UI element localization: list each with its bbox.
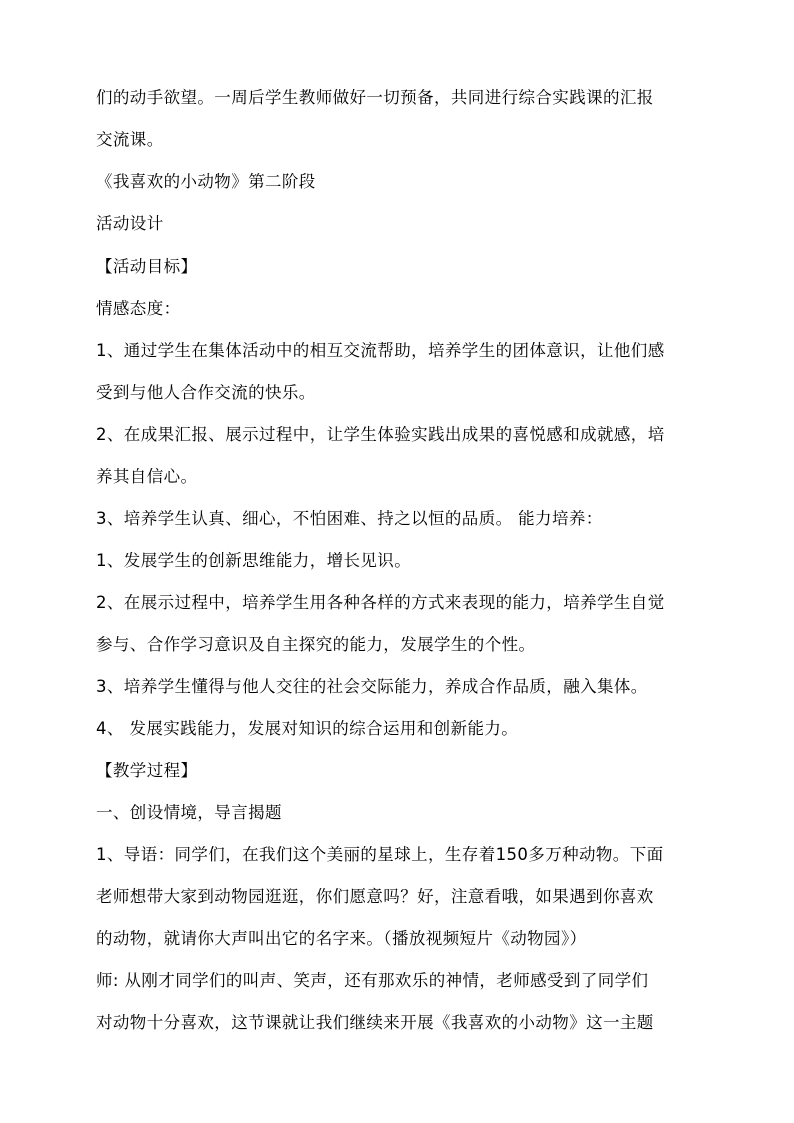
text-line: 一、创设情境，导言揭题 xyxy=(96,803,282,822)
text-line: 交流课。 xyxy=(96,130,164,149)
text-line: 情感态度： xyxy=(96,299,181,318)
text-line: 《我喜欢的小动物》第二阶段 xyxy=(96,172,316,191)
text-line: 1、导语：同学们，在我们这个美丽的星球上，生存着150多万种动物。下面 xyxy=(96,845,664,864)
text-line: 3、培养学生认真、细心，不怕困难、持之以恒的品质。 能力培养： xyxy=(96,509,603,528)
text-line: 4、 发展实践能力，发展对知识的综合运用和创新能力。 xyxy=(96,719,519,738)
text-line: 受到与他人合作交流的快乐。 xyxy=(96,383,316,402)
text-line: 1、发展学生的创新思维能力，增长见识。 xyxy=(96,551,412,570)
text-line: 养其自信心。 xyxy=(96,467,198,486)
text-line: 参与、合作学习意识及自主探究的能力，发展学生的个性。 xyxy=(96,635,536,654)
text-line: 老师想带大家到动物园逛逛，你们愿意吗？好，注意看哦，如果遇到你喜欢 xyxy=(96,887,654,906)
text-line: 【活动目标】 xyxy=(96,257,198,276)
text-line: 1、通过学生在集体活动中的相互交流帮助，培养学生的团体意识，让他们感 xyxy=(96,341,665,360)
text-line: 的动物，就请你大声叫出它的名字来。（播放视频短片《动物园》） xyxy=(96,929,587,948)
text-line: 活动设计 xyxy=(96,214,164,233)
text-line: 们的动手欲望。一周后学生教师做好一切预备，共同进行综合实践课的汇报 xyxy=(96,88,654,107)
text-line: 【教学过程】 xyxy=(96,761,198,780)
text-line: 2、在展示过程中，培养学生用各种各样的方式来表现的能力，培养学生自觉 xyxy=(96,593,665,612)
text-line: 师: 从刚才同学们的叫声、笑声，还有那欢乐的神情，老师感受到了同学们 xyxy=(96,971,649,990)
text-line: 2、在成果汇报、展示过程中，让学生体验实践出成果的喜悦感和成就感，培 xyxy=(96,425,665,444)
text-line: 3、培养学生懂得与他人交往的社会交际能力，养成合作品质，融入集体。 xyxy=(96,677,648,696)
text-line: 对动物十分喜欢，这节课就让我们继续来开展《我喜欢的小动物》这一主题 xyxy=(96,1013,654,1032)
